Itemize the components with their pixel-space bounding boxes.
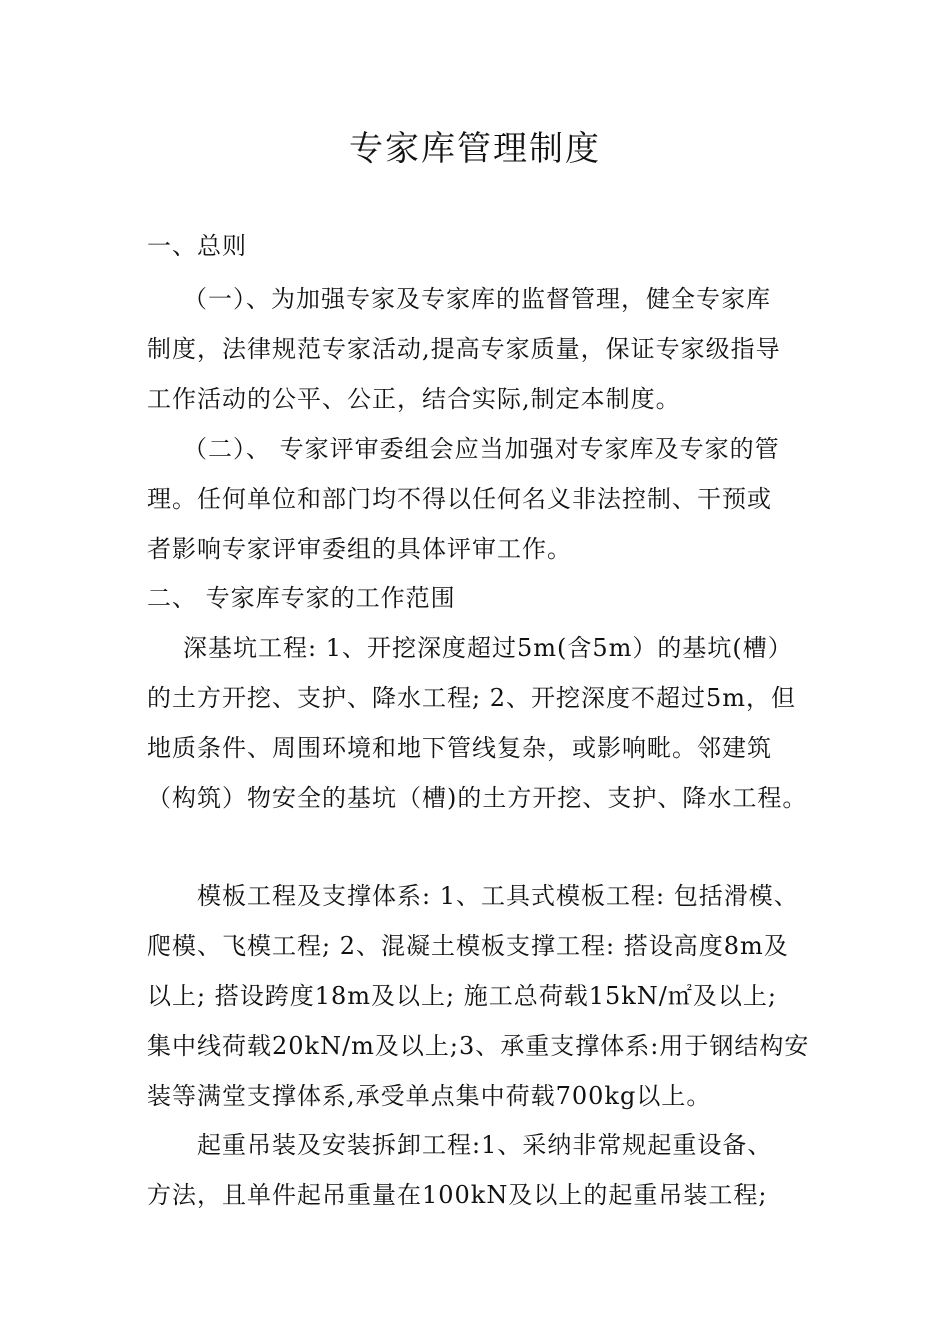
- text-line: 集中线荷载20kN/m及以上;3、承重支撑体系:用于钢结构安: [147, 1032, 810, 1060]
- paragraph-deep-pit: [147, 623, 837, 823]
- paragraph-purpose: [147, 274, 837, 424]
- text-line: 深基坑工程: 1、开挖深度超过5m(含5m）的基坑(槽）: [183, 634, 793, 662]
- section-heading-scope: [147, 573, 837, 623]
- page-title: 专家库管理制度: [349, 129, 601, 169]
- text-line: （一）、为加强专家及专家库的监督管理，健全专家库: [183, 285, 771, 313]
- text-line: 者影响专家评审委组的具体评审工作。: [147, 535, 572, 563]
- text-line: 的土方开挖、支护、降水工程; 2、开挖深度不超过5m，但: [147, 684, 797, 712]
- text-line: 工作活动的公平、公正，结合实际,制定本制度。: [147, 385, 681, 413]
- text-line: 爬模、飞模工程; 2、混凝土模板支撑工程: 搭设高度8m及: [147, 932, 789, 960]
- text-line: 模板工程及支撑体系: 1、工具式模板工程: 包括滑模、: [197, 882, 799, 910]
- text-line: （构筑）物安全的基坑（槽)的土方开挖、支护、降水工程。: [147, 784, 808, 812]
- text-line: 地质条件、周围环境和地下管线复杂，或影响毗。邻建筑: [147, 734, 772, 762]
- text-line: 以上; 搭设跨度18m及以上; 施工总荷载15kN/㎡及以上;: [147, 982, 777, 1010]
- text-line: 起重吊装及安装拆卸工程:1、采纳非常规起重设备、: [197, 1131, 773, 1159]
- text-line: 制度，法律规范专家活动,提高专家质量，保证专家级指导: [147, 335, 781, 363]
- section-heading-general: [147, 221, 837, 271]
- text-line: 方法，且单件起吊重量在100kN及以上的起重吊装工程;: [147, 1181, 768, 1209]
- paragraph-lifting: [147, 1120, 837, 1220]
- text-line: 二、 专家库专家的工作范围: [147, 584, 456, 612]
- paragraph-formwork: [147, 871, 837, 1121]
- text-line: （二）、 专家评审委组会应当加强对专家库及专家的管: [183, 435, 780, 463]
- text-line: 一、总则: [147, 232, 247, 260]
- paragraph-committee: [147, 424, 837, 574]
- text-line: 装等满堂支撑体系,承受单点集中荷载700kg以上。: [147, 1082, 712, 1110]
- text-line: 理。任何单位和部门均不得以任何名义非法控制、干预或: [147, 485, 772, 513]
